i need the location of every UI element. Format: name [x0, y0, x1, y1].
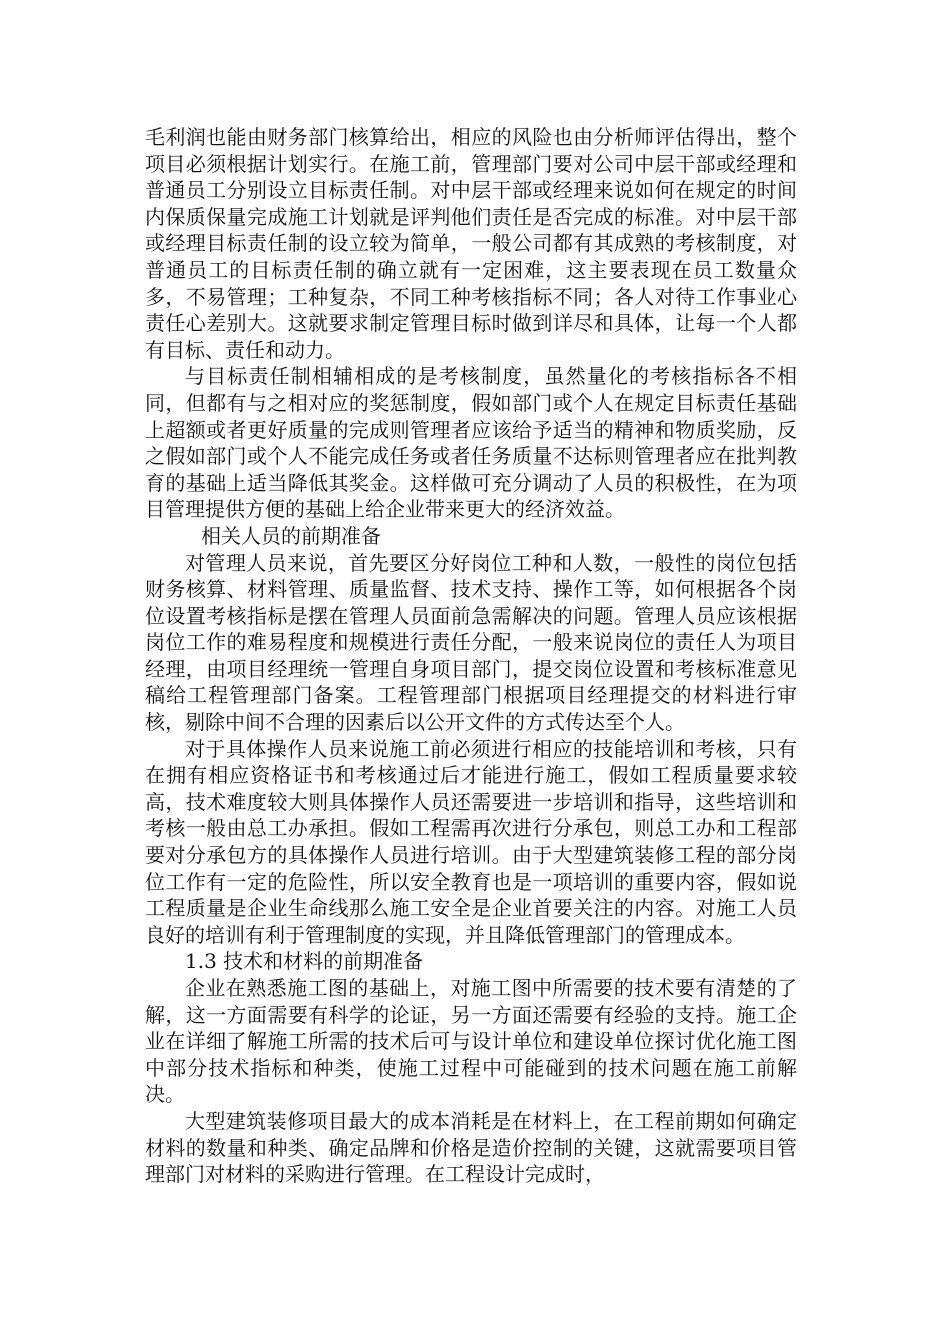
paragraph-continued: 毛利润也能由财务部门核算给出，相应的风险也由分析师评估得出，整个项目必须根据计划实行。在施工前，管理部门要对公司中层干部或经理和普通员工分别设立目标责任制。对中层干部或经理来说如何在规定的时间内保质保量完成施工计划就是评判他们责任是否完成的标准。对中层干部或经理目标责任制的设立较为简单，一般公司都有其成熟的考核制度，对普通员工的目标责任制的确立就有一定困难，这主要表现在员工数量众多，不易管理；工种复杂，不同工种考核指标不同；各人对待工作事业心责任心差别大。这就要求制定管理目标时做到详尽和具体，让每一个人都有目标、责任和动力。: [145, 125, 797, 362]
paragraph-managers: 对管理人员来说，首先要区分好岗位工种和人数，一般性的岗位包括财务核算、材料管理、质量监督、技术支持、操作工等，如何根据各个岗位设置考核指标是摆在管理人员面前急需解决的问题。管理人员应该根据岗位工作的难易程度和规模进行责任分配，一般来说岗位的责任人为项目经理，由项目经理统一管理自身项目部门，提交岗位设置和考核标准意见稿给工程管理部门备案。工程管理部门根据项目经理提交的材料进行审核，剔除中间不合理的因素后以公开文件的方式传达至个人。: [145, 550, 797, 735]
paragraph-materials: 大型建筑装修项目最大的成本消耗是在材料上，在工程前期如何确定材料的数量和种类、确定品牌和价格是造价控制的关键，这就需要项目管理部门对材料的采购进行管理。在工程设计完成时，: [145, 1108, 797, 1187]
section-heading-technology-materials: 1.3 技术和材料的前期准备: [185, 949, 424, 974]
document-body: [145, 124, 797, 1188]
paragraph-assessment-system: 与目标责任制相辅相成的是考核制度，虽然量化的考核指标各不相同，但都有与之相对应的奖惩制度，假如部门或个人在规定目标责任基础上超额或者更好质量的完成则管理者应该给予适当的精神和物质奖励，反之假如部门或个人不能完成任务或者任务质量不达标则管理者应在批判教育的基础上适当降低其奖金。这样做可充分调动了人员的积极性，在为项目管理提供方便的基础上给企业带来更大的经济效益。: [145, 364, 797, 522]
section-heading-personnel: 相关人员的前期准备: [201, 523, 381, 548]
paragraph-operators: 对于具体操作人员来说施工前必须进行相应的技能培训和考核，只有在拥有相应资格证书和考核通过后才能进行施工，假如工程质量要求较高，技术难度较大则具体操作人员还需要进一步培训和指导，这些培训和考核一般由总工办承担。假如工程需再次进行分承包，则总工办和工程部要对分承包方的具体操作人员进行培训。由于大型建筑装修工程的部分岗位工作有一定的危险性，所以安全教育也是一项培训的重要内容，假如说工程质量是企业生命线那么施工安全是企业首要关注的内容。对施工人员良好的培训有利于管理制度的实现，并且降低管理部门的管理成本。: [145, 736, 797, 947]
paragraph-technology: 企业在熟悉施工图的基础上，对施工图中所需要的技术要有清楚的了解，这一方面需要有科学的论证，另一方面还需要有经验的支持。施工企业在详细了解施工所需的技术后可与设计单位和建设单位探讨优化施工图中部分技术指标和种类，使施工过程中可能碰到的技术问题在施工前解决。: [145, 976, 797, 1107]
